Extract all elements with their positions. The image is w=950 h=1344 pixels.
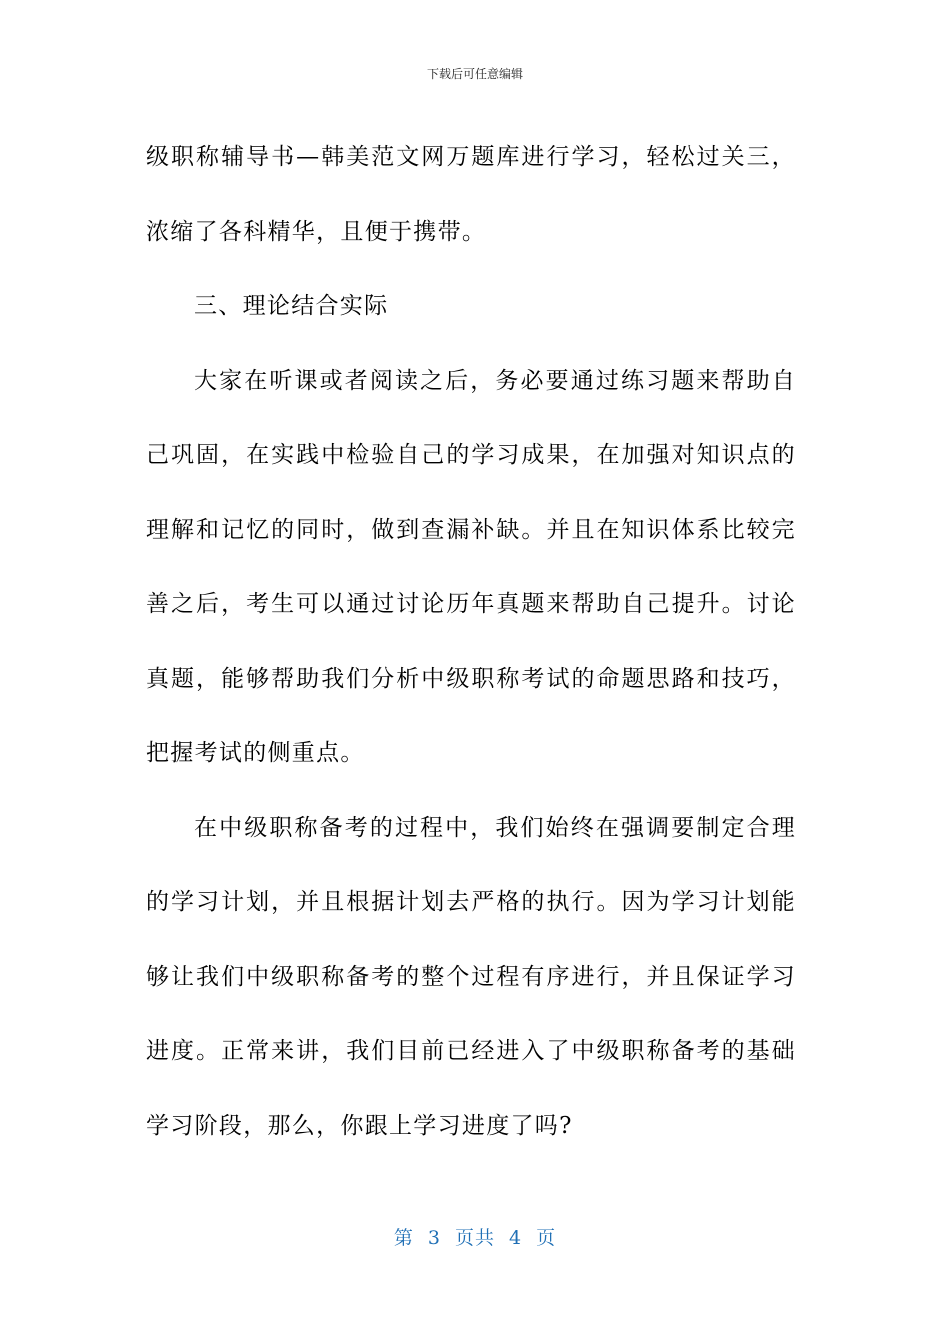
page-prefix: 第: [393, 1227, 414, 1249]
header-note: 下载后可任意编辑: [426, 67, 523, 81]
page-suffix: 页: [536, 1227, 557, 1249]
section-heading: 三、理论结合实际: [194, 293, 389, 319]
current-page-number: 3: [427, 1227, 441, 1249]
page-middle-text: 页共: [454, 1227, 495, 1249]
paragraph-study-plan: 在中级职称备考的过程中，我们始终在强调要制定合理的学习计划，并且根据计划去严格的执行。因为学习计划能够让我们中级职称备考的整个过程有序进行，并且保证学习进度。正常来讲，我们目前已经进入了中级职称备考的基础学习阶段，那么，你跟上学习进度了吗?: [146, 814, 796, 1139]
total-pages-number: 4: [509, 1227, 523, 1249]
paragraph-practice: 大家在听课或者阅读之后，务必要通过练习题来帮助自己巩固，在实践中检验自己的学习成果，在加强对知识点的理解和记忆的同时，做到查漏补缺。并且在知识体系比较完善之后，考生可以通过讨论历年真题来帮助自己提升。讨论真题，能够帮助我们分析中级职称考试的命题思路和技巧，把握考试的侧重点。: [146, 367, 796, 766]
page-number-footer: [0, 1226, 950, 1250]
paragraph-continuation: 级职称辅导书—韩美范文网万题库进行学习，轻松过关三，浓缩了各科精华，且便于携带。: [146, 144, 796, 245]
document-body: [146, 120, 796, 1163]
